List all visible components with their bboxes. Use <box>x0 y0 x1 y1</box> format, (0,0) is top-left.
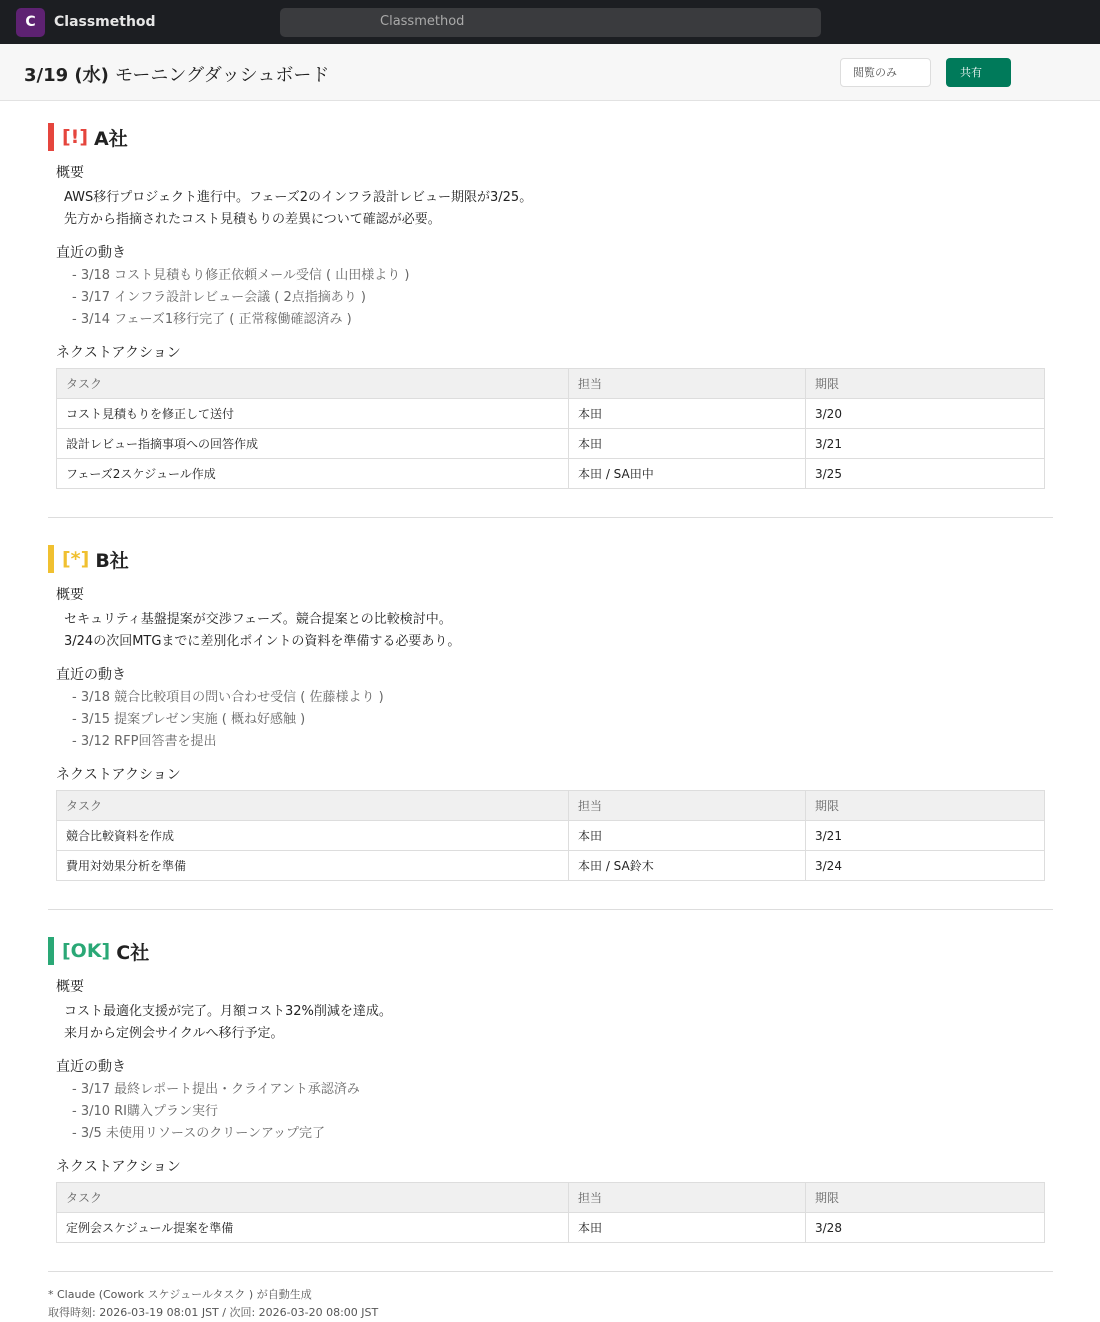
title-bar <box>0 44 1100 101</box>
next-action-heading: ネクストアクション <box>56 767 181 783</box>
summary-text <box>48 609 1053 653</box>
table-row <box>57 851 1045 881</box>
cell-owner: 本田 <box>569 1213 806 1243</box>
activity-list <box>48 265 1053 331</box>
column-header-task: タスク <box>57 1183 569 1213</box>
table-header-row <box>57 1183 1045 1213</box>
cell-task: 設計レビュー指摘事項への回答作成 <box>57 429 569 459</box>
summary-heading: 概要 <box>56 979 84 995</box>
status-badge: [OK] <box>62 940 111 962</box>
column-header-task: タスク <box>57 791 569 821</box>
table-header-row <box>57 369 1045 399</box>
summary-line: 来月から定例会サイクルへ移行予定。 <box>64 1026 284 1041</box>
company-section <box>48 123 1053 518</box>
summary-line: セキュリティ基盤提案が交渉フェーズ。競合提案との比較検討中。 <box>64 612 452 627</box>
activity-item: - 3/10 RI購入プラン実行 <box>72 1104 219 1119</box>
cell-owner: 本田 <box>569 821 806 851</box>
activity-item: - 3/12 RFP回答書を提出 <box>72 734 217 749</box>
cell-due: 3/21 <box>806 821 1045 851</box>
next-action-heading: ネクストアクション <box>56 1159 181 1175</box>
summary-heading: 概要 <box>56 165 84 181</box>
column-header-due: 期限 <box>806 369 1045 399</box>
cell-task: 競合比較資料を作成 <box>57 821 569 851</box>
status-badge: [*] <box>62 548 90 570</box>
next-action-table <box>56 368 1045 489</box>
company-section <box>48 545 1053 910</box>
cell-owner: 本田 <box>569 429 806 459</box>
view-only-button[interactable]: 閲覧のみ <box>840 58 931 87</box>
cell-due: 3/25 <box>806 459 1045 489</box>
workspace-logo[interactable]: C <box>16 8 45 37</box>
table-row <box>57 821 1045 851</box>
activity-item: - 3/5 未使用リソースのクリーンアップ完了 <box>72 1126 326 1141</box>
cell-due: 3/24 <box>806 851 1045 881</box>
activity-item: - 3/14 フェーズ1移行完了 ( 正常稼働確認済み ) <box>72 312 352 327</box>
footer-timestamps: 取得時刻: 2026-03-19 08:01 JST / 次回: 2026-03-20 08:00 JST <box>48 1306 379 1319</box>
cell-owner: 本田 <box>569 399 806 429</box>
activity-item: - 3/17 インフラ設計レビュー会議 ( 2点指摘あり ) <box>72 290 366 305</box>
column-header-owner: 担当 <box>569 369 806 399</box>
recent-activity-heading: 直近の動き <box>56 667 126 683</box>
top-bar <box>0 0 1100 44</box>
summary-line: AWS移行プロジェクト進行中。フェーズ2のインフラ設計レビュー期限が3/25。 <box>64 190 533 205</box>
table-row <box>57 429 1045 459</box>
table-row <box>57 1213 1045 1243</box>
activity-list <box>48 687 1053 753</box>
column-header-due: 期限 <box>806 791 1045 821</box>
page-title-text: モーニングダッシュボード <box>115 65 330 86</box>
cell-task: 費用対効果分析を準備 <box>57 851 569 881</box>
dashboard-content <box>0 101 1100 1322</box>
activity-item: - 3/15 提案プレゼン実施 ( 概ね好感触 ) <box>72 712 306 727</box>
page-title <box>24 61 329 87</box>
footer-generated-note: * Claude (Cowork スケジュールタスク ) が自動生成 <box>48 1288 312 1301</box>
column-header-task: タスク <box>57 369 569 399</box>
recent-activity-heading: 直近の動き <box>56 1059 126 1075</box>
workspace-name[interactable]: Classmethod <box>54 14 156 30</box>
cell-task: フェーズ2スケジュール作成 <box>57 459 569 489</box>
cell-task: コスト見積もりを修正して送付 <box>57 399 569 429</box>
activity-list <box>48 1079 1053 1145</box>
company-name: B社 <box>95 549 129 572</box>
share-button[interactable]: 共有 <box>946 58 1011 87</box>
cell-owner: 本田 / SA田中 <box>569 459 806 489</box>
summary-text <box>48 187 1053 231</box>
company-name: A社 <box>94 127 128 150</box>
activity-item: - 3/18 競合比較項目の問い合わせ受信 ( 佐藤様より ) <box>72 690 384 705</box>
summary-text <box>48 1001 1053 1045</box>
company-name: C社 <box>116 941 150 964</box>
cell-task: 定例会スケジュール提案を準備 <box>57 1213 569 1243</box>
status-badge: [!] <box>62 126 89 148</box>
company-heading <box>48 123 1053 151</box>
table-row <box>57 459 1045 489</box>
summary-line: コスト最適化支援が完了。月額コスト32%削減を達成。 <box>64 1004 392 1019</box>
activity-item: - 3/17 最終レポート提出・クライアント承認済み <box>72 1082 360 1097</box>
column-header-owner: 担当 <box>569 1183 806 1213</box>
table-header-row <box>57 791 1045 821</box>
search-bar[interactable]: Classmethod <box>280 8 821 37</box>
footer <box>48 1286 1053 1322</box>
cell-owner: 本田 / SA鈴木 <box>569 851 806 881</box>
recent-activity-heading: 直近の動き <box>56 245 126 261</box>
company-heading <box>48 545 1053 573</box>
column-header-owner: 担当 <box>569 791 806 821</box>
table-row <box>57 399 1045 429</box>
summary-line: 3/24の次回MTGまでに差別化ポイントの資料を準備する必要あり。 <box>64 634 461 649</box>
next-action-table <box>56 1182 1045 1243</box>
cell-due: 3/20 <box>806 399 1045 429</box>
cell-due: 3/21 <box>806 429 1045 459</box>
summary-heading: 概要 <box>56 587 84 603</box>
column-header-due: 期限 <box>806 1183 1045 1213</box>
company-heading <box>48 937 1053 965</box>
company-section <box>48 937 1053 1272</box>
next-action-table <box>56 790 1045 881</box>
next-action-heading: ネクストアクション <box>56 345 181 361</box>
page-date: 3/19 (水) <box>24 65 109 86</box>
cell-due: 3/28 <box>806 1213 1045 1243</box>
activity-item: - 3/18 コスト見積もり修正依頼メール受信 ( 山田様より ) <box>72 268 410 283</box>
summary-line: 先方から指摘されたコスト見積もりの差異について確認が必要。 <box>64 212 441 227</box>
